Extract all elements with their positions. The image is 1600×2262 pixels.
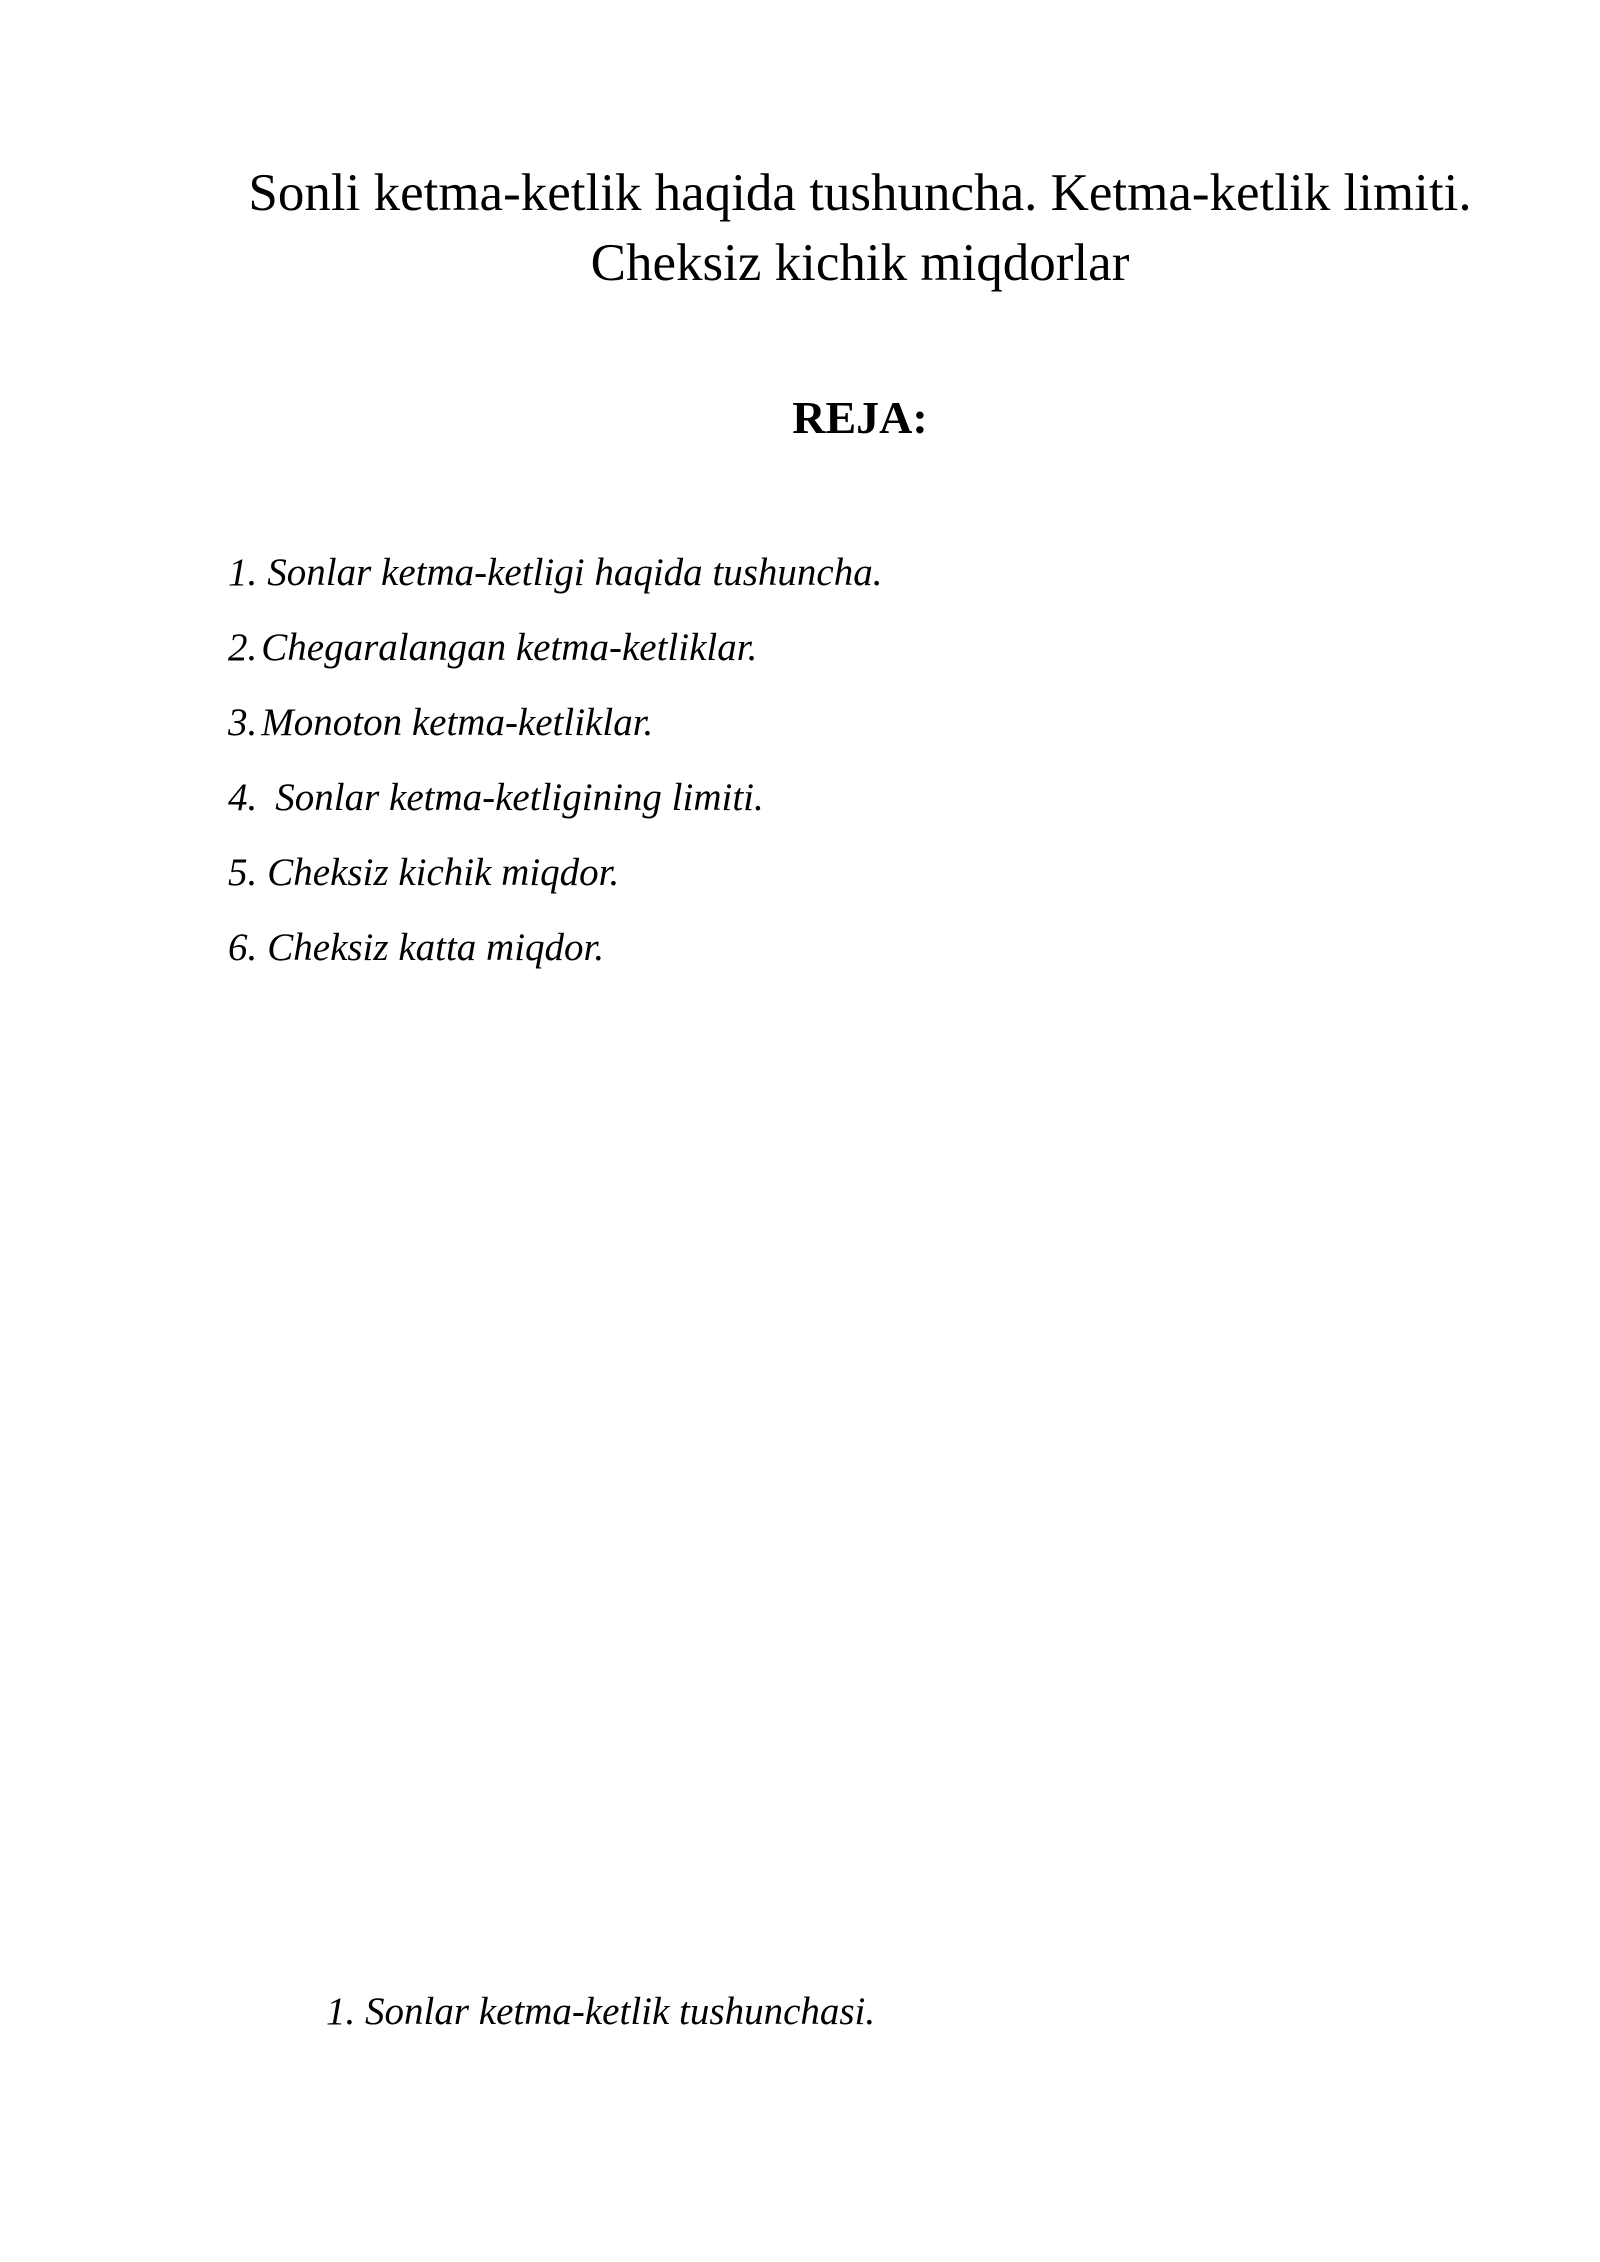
plan-item-1 <box>228 535 883 610</box>
plan-item-text: Sonlar ketma-ketligining limiti. <box>275 776 764 819</box>
plan-heading: REJA: <box>792 392 928 443</box>
plan-item-number: 6. <box>228 926 258 969</box>
plan-item-2 <box>228 610 883 685</box>
plan-item-4 <box>228 760 883 835</box>
section-heading: 1. Sonlar ketma-ketlik tushunchasi. <box>326 1990 876 2033</box>
plan-item-text: Chegaralangan ketma-ketliklar. <box>261 626 758 669</box>
plan-item-text: Cheksiz katta miqdor. <box>267 926 605 969</box>
plan-list <box>228 535 883 985</box>
plan-item-number: 2. <box>228 626 258 669</box>
plan-item-5 <box>228 835 883 910</box>
document-title: Sonli ketma-ketlik haqida tushuncha. Ketma-ketlik limiti. Cheksiz kichik miqdorlar <box>248 164 1472 292</box>
plan-item-text: Monoton ketma-ketliklar. <box>261 701 654 744</box>
plan-item-number: 1. <box>228 551 258 594</box>
plan-item-6 <box>228 910 883 985</box>
plan-item-number: 4. <box>228 776 258 819</box>
plan-item-text: Sonlar ketma-ketligi haqida tushuncha. <box>267 551 883 594</box>
plan-item-3 <box>228 685 883 760</box>
plan-item-text: Cheksiz kichik miqdor. <box>267 851 620 894</box>
plan-item-number: 3. <box>228 701 258 744</box>
plan-item-number: 5. <box>228 851 258 894</box>
